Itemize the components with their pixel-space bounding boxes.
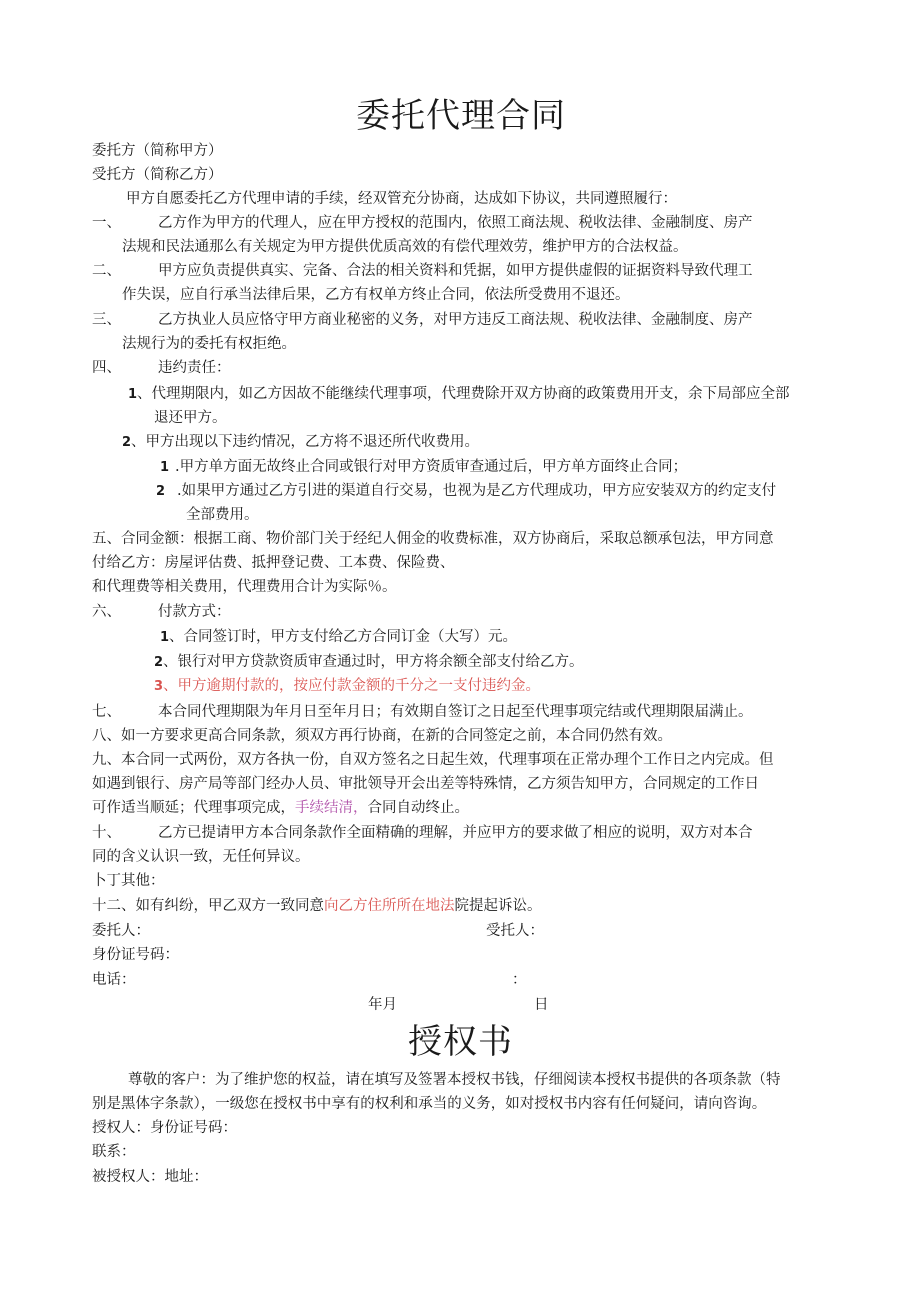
- item-number: 3: [154, 679, 164, 694]
- clause-9-line-3: [92, 799, 469, 817]
- clause-10-line-2: 同的含义认识一致，无任何异议。: [92, 849, 310, 865]
- item-text: .甲方单方面无故终止合同或银行对甲方资质审查通过后，甲方单方面终止合同；: [175, 459, 688, 475]
- clause-6-title: 付款方式：: [158, 604, 231, 620]
- authorization-title: 授权书: [408, 1022, 513, 1062]
- clause-9-line-1: 九、本合同一式两份，双方各执一份，自双方签名之日起生效，代理事项在正常办理个工作日之内完成。但: [92, 752, 774, 768]
- clause-5-line-1: 五、合同金额：根据工商、物价部门关于经纪人佣金的收费标准，双方协商后，采取总额承包法，甲方同意: [92, 531, 774, 547]
- sub-clause-6-1: [160, 628, 517, 647]
- clause-2-line-1: 甲方应负责提供真实、完备、合法的相关资料和凭据，如甲方提供虚假的证据资料导致代理工: [158, 263, 753, 279]
- clause-1-line-1: 乙方作为甲方的代理人，应在甲方授权的范围内，依照工商法规、税收法律、金融制度、房产: [158, 215, 753, 231]
- clause-7: 本合同代理期限为年月日至年月日；有效期自签订之日起至代理事项完结或代理期限届满止。: [158, 704, 753, 720]
- clause-10-line-1: 乙方已提请甲方本合同条款作全面精确的理解，并应甲方的要求做了相应的说明，双方对本合: [158, 825, 753, 841]
- clause-12: [92, 897, 542, 915]
- clause-number: 十、: [92, 825, 121, 841]
- clause-9-line-2: 如遇到银行、房产局等部门经办人员、审批领导开会出差等特殊情，乙方须告知甲方，合同规定的工作日: [92, 776, 759, 792]
- text-segment: 合同自动终止。: [367, 800, 469, 816]
- date-day: 日: [534, 997, 549, 1013]
- sub-clause-4-2-2-line-2: 全部费用。: [186, 507, 259, 523]
- id-number-label: 身份证号码：: [92, 947, 179, 963]
- clause-2-line-2: 作失误，应自行承当法律后果，乙方有权单方终止合同，依法所受费用不退还。: [122, 287, 630, 303]
- highlighted-text: 手续结清，: [295, 800, 368, 816]
- clause-3-line-2: 法规行为的委托有权拒绝。: [122, 336, 296, 352]
- clause-5-line-2: 付给乙方：房屋评估费、抵押登记费、工本费、保险费、: [92, 555, 455, 571]
- clause-8: 八、如一方要求更高合同条款，须双方再行协商，在新的合同签定之前，本合同仍然有效。: [92, 728, 672, 744]
- grantee-line: 被授权人：地址：: [92, 1169, 208, 1185]
- phone-label: 电话：: [92, 972, 136, 988]
- text-segment: 院提起诉讼。: [454, 898, 542, 914]
- contract-title: 委托代理合同: [356, 96, 566, 136]
- sub-clause-4-1-line-1: [128, 385, 790, 404]
- preamble: 甲方自愿委托乙方代理申请的手续，经双管充分协商，达成如下协议，共同遵照履行：: [126, 191, 677, 207]
- authorization-intro-line-2: 别是黑体字条款），一级您在授权书中享有的权利和承当的义务，如对授权书内容有任何疑问，请向咨询。: [92, 1096, 767, 1112]
- clause-number: 一、: [92, 215, 121, 231]
- item-number: 1: [128, 387, 138, 402]
- clause-11: 卜丁其他：: [92, 873, 165, 889]
- clause-4-title: 违约责任：: [158, 360, 231, 376]
- clause-number: 四、: [92, 360, 121, 376]
- item-text: 、银行对甲方贷款资质审查通过时，甲方将余额全部支付给乙方。: [163, 654, 584, 670]
- item-text: 、甲方逾期付款的，按应付款金额的千分之一支付违约金。: [163, 678, 541, 694]
- sub-clause-6-3: [154, 677, 540, 696]
- agent-line: 受托方（简称乙方）: [92, 167, 223, 183]
- contact-line: 联系：: [92, 1144, 136, 1160]
- sub-clause-6-2: [154, 653, 584, 672]
- date-year-month: 年月: [368, 997, 397, 1013]
- item-text: 、合同签订时，甲方支付给乙方合同订金（大写）元。: [169, 629, 518, 645]
- colon-mark: ：: [512, 972, 527, 988]
- authorization-intro-line-1: 尊敬的客户：为了维护您的权益，请在填写及签署本授权书钱，仔细阅读本授权书提供的各项条款（特: [128, 1072, 781, 1088]
- clause-number: 六、: [92, 604, 121, 620]
- sub-clause-4-2: [122, 433, 479, 452]
- clause-number: 三、: [92, 312, 121, 328]
- item-number: 1: [160, 460, 170, 475]
- sub-clause-4-2-1: [160, 458, 687, 477]
- sub-clause-4-2-2-line-1: [156, 482, 776, 501]
- principal-signature-label: 委托人：: [92, 923, 150, 939]
- clause-5-line-3: 和代理费等相关费用，代理费用合计为实际％。: [92, 579, 397, 595]
- agent-signature-label: 受托人：: [486, 923, 544, 939]
- clause-number: 七、: [92, 704, 121, 720]
- text-segment: 可作适当顺延；代理事项完成，: [92, 800, 295, 816]
- clause-number: 二、: [92, 263, 121, 279]
- item-number: 2: [156, 484, 166, 499]
- item-number: 2: [122, 435, 132, 450]
- highlighted-text: 向乙方住所所在地法: [324, 898, 455, 914]
- item-number: 2: [154, 655, 164, 670]
- item-text: 、甲方出现以下违约情况，乙方将不退还所代收费用。: [131, 434, 480, 450]
- item-text: .如果甲方通过乙方引进的渠道自行交易，也视为是乙方代理成功，甲方应安装双方的约定支付: [177, 483, 777, 499]
- grantor-line: 授权人：身份证号码：: [92, 1120, 237, 1136]
- text-segment: 十二、如有纠纷，甲乙双方一致同意: [92, 898, 324, 914]
- item-number: 1: [160, 630, 170, 645]
- sub-clause-4-1-line-2: 退还甲方。: [154, 410, 227, 426]
- clause-1-line-2: 法规和民法通那么有关规定为甲方提供优质高效的有偿代理效劳，维护甲方的合法权益。: [122, 239, 688, 255]
- clause-3-line-1: 乙方执业人员应恪守甲方商业秘密的义务，对甲方违反工商法规、税收法律、金融制度、房产: [158, 312, 753, 328]
- item-text: 、代理期限内，如乙方因故不能继续代理事项，代理费除开双方协商的政策费用开支，余下局部应全部: [137, 386, 790, 402]
- principal-line: 委托方（简称甲方）: [92, 143, 223, 159]
